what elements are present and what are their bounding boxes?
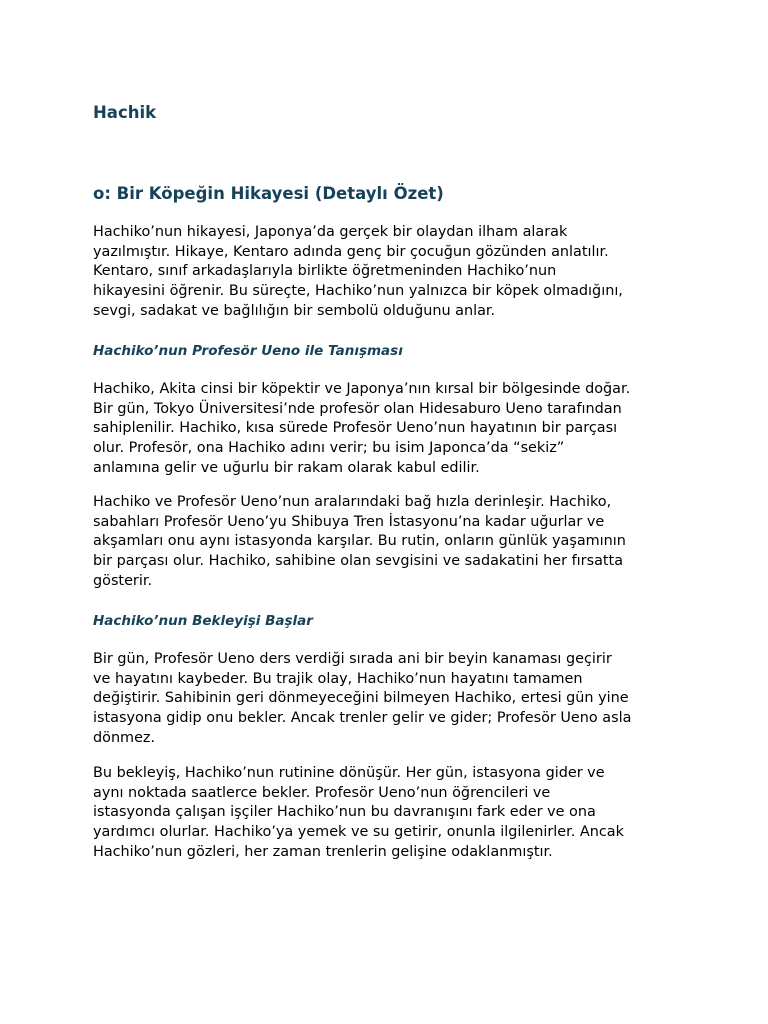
section1-paragraph-2 — [93, 493, 683, 592]
text-line: sevgi, sadakat ve bağlılığın bir sembolü olduğunu anlar. — [93, 302, 496, 319]
text-line: Kentaro, sınıf arkadaşlarıyla birlikte öğretmeninden Hachiko’nun — [93, 263, 557, 280]
text-line: Hachiko’nun gözleri, her zaman trenlerin gelişine odaklanmıştır. — [93, 843, 553, 860]
text-line: Hachiko, Akita cinsi bir köpektir ve Japonya’nın kırsal bir bölgesinde doğar. — [93, 381, 631, 397]
text-line: aynı noktada saatlerce bekler. Profesör Ueno’nun öğrencileri ve — [93, 784, 551, 801]
text-line: hikayesini öğrenir. Bu süreçte, Hachiko’nun yalnızca bir köpek olmadığını, — [93, 283, 623, 300]
text-line: anlamına gelir ve uğurlu bir rakam olarak kabul edilir. — [93, 459, 480, 476]
title-part-2: o: Bir Köpeğin Hikayesi (Detaylı Özet) — [93, 184, 444, 203]
text-line: Bir gün, Profesör Ueno ders verdiği sırada ani bir beyin kanaması geçirir — [93, 651, 612, 667]
text-line: dönmez. — [93, 729, 156, 746]
text-line: akşamları onu aynı istasyonda karşılar. Bu rutin, onların günlük yaşamının — [93, 533, 626, 550]
text-line: sahiplenilir. Hachiko, kısa sürede Profesör Ueno’nun hayatının bir parçası — [93, 420, 618, 437]
text-line: yazılmıştır. Hikaye, Kentaro adında genç bir çocuğun gözünden anlatılır. — [93, 243, 609, 260]
text-line: yardımcı olurlar. Hachiko’ya yemek ve su getirir, onunla ilgilenirler. Ancak — [93, 824, 624, 841]
text-line: istasyonda çalışan işçiler Hachiko’nun bu davranışını fark eder ve ona — [93, 804, 596, 821]
section-heading-profesor-ueno: Hachiko’nun Profesör Ueno ile Tanışması — [93, 343, 403, 359]
section1-paragraph-1 — [93, 380, 683, 479]
text-line: gösterir. — [93, 572, 153, 589]
text-line: Bir gün, Tokyo Üniversitesi’nde profesör olan Hidesaburo Ueno tarafından — [93, 400, 622, 417]
text-line: Hachiko ve Profesör Ueno’nun aralarındaki bağ hızla derinleşir. Hachiko, — [93, 494, 612, 510]
text-line: Bu bekleyiş, Hachiko’nun rutinine dönüşür. Her gün, istasyona gider ve — [93, 765, 605, 781]
text-line: değiştirir. Sahibinin geri dönmeyeceğini bilmeyen Hachiko, ertesi gün yine — [93, 690, 629, 707]
text-line: istasyona gidip onu bekler. Ancak trenler gelir ve gider; Profesör Ueno asla — [93, 710, 632, 727]
text-line: sabahları Profesör Ueno’yu Shibuya Tren İstasyonu’na kadar uğurlar ve — [93, 513, 605, 530]
section2-paragraph-1 — [93, 650, 683, 749]
intro-paragraph — [93, 223, 683, 322]
section2-paragraph-2 — [93, 764, 683, 863]
text-line: olur. Profesör, ona Hachiko adını verir; bu isim Japonca’da “sekiz” — [93, 440, 565, 457]
section-heading-bekleyis: Hachiko’nun Bekleyişi Başlar — [93, 613, 313, 629]
text-line: bir parçası olur. Hachiko, sahibine olan sevgisini ve sadakatini her fırsatta — [93, 553, 624, 570]
text-line: ve hayatını kaybeder. Bu trajik olay, Hachiko’nun hayatını tamamen — [93, 670, 583, 687]
title-part-1: Hachik — [93, 103, 157, 122]
text-line: Hachiko’nun hikayesi, Japonya’da gerçek bir olaydan ilham alarak — [93, 224, 568, 240]
